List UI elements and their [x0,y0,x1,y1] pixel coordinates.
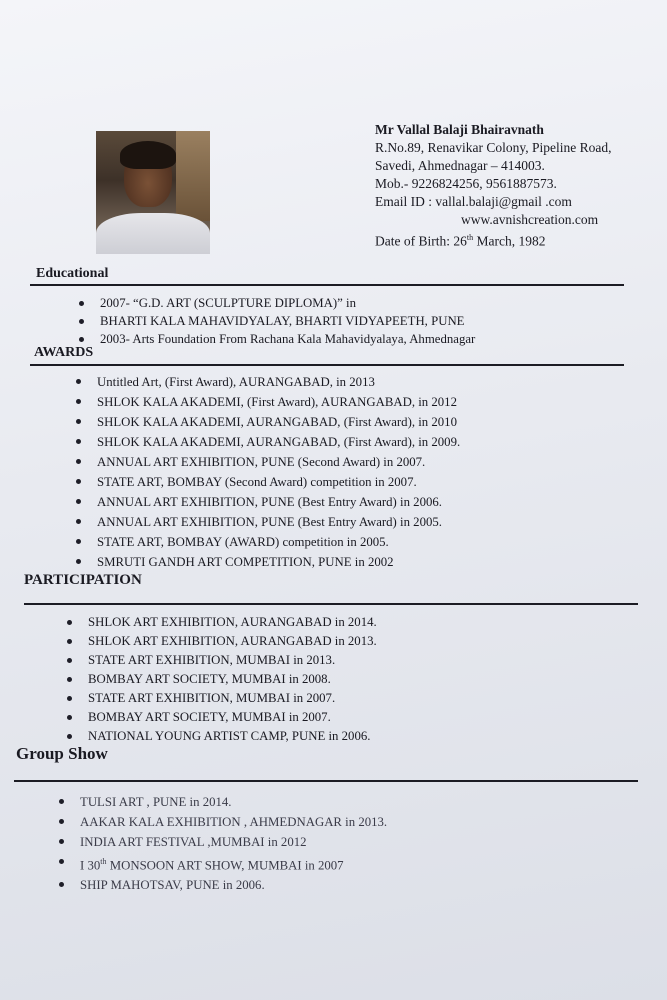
dob-suffix: March, 1982 [473,233,546,249]
awards-rule [30,364,624,366]
address-line-1: R.No.89, Renavikar Colony, Pipeline Road, [375,140,612,155]
group-show-rule [14,780,638,782]
educational-list [100,294,475,348]
bullet-icon [79,319,84,324]
list-item: TULSI ART , PUNE in 2014. [80,792,387,812]
list-item: 2003- Arts Foundation From Rachana Kala Mahavidyalaya, Ahmednagar [100,330,475,348]
applicant-name: Mr Vallal Balaji Bhairavnath [375,122,544,137]
awards-heading: AWARDS [34,345,94,360]
bullet-icon [76,459,81,464]
list-item: BHARTI KALA MAHAVIDYALAY, BHARTI VIDYAPEETH, PUNE [100,312,475,330]
mobile-number: Mob.- 9226824256, 9561887573. [375,176,557,191]
awards-list [97,372,460,572]
list-item: ANNUAL ART EXHIBITION, PUNE (Best Entry Award) in 2005. [97,512,460,532]
bullet-icon [67,658,72,663]
bullet-icon [76,399,81,404]
bullet-icon [59,819,64,824]
bullet-icon [79,301,84,306]
bullet-icon [67,677,72,682]
address-line-2: Savedi, Ahmednagar – 414003. [375,158,545,173]
bullet-icon [67,715,72,720]
list-item: SMRUTI GANDH ART COMPETITION, PUNE in 2002 [97,552,460,572]
list-item: AAKAR KALA EXHIBITION , AHMEDNAGAR in 2013. [80,812,387,832]
bullet-icon [76,439,81,444]
bullet-icon [76,499,81,504]
list-item: BOMBAY ART SOCIETY, MUMBAI in 2007. [88,708,377,727]
list-item: SHLOK ART EXHIBITION, AURANGABAD in 2014. [88,613,377,632]
list-item: Untitled Art, (First Award), AURANGABAD, in 2013 [97,372,460,392]
list-item: ANNUAL ART EXHIBITION, PUNE (Best Entry Award) in 2006. [97,492,460,512]
profile-photo [96,131,210,254]
list-item: STATE ART EXHIBITION, MUMBAI in 2013. [88,651,377,670]
group-show-list [80,792,387,895]
list-item: STATE ART EXHIBITION, MUMBAI in 2007. [88,689,377,708]
educational-heading: Educational [36,266,109,281]
bullet-icon [79,337,84,342]
bullet-icon [67,620,72,625]
list-item: STATE ART, BOMBAY (AWARD) competition in 2005. [97,532,460,552]
bullet-icon [59,839,64,844]
educational-rule [30,284,624,286]
list-item: SHLOK ART EXHIBITION, AURANGABAD in 2013. [88,632,377,651]
date-of-birth [375,229,611,251]
participation-list [88,613,377,746]
photo-shirt [96,213,210,254]
photo-background [176,131,210,221]
list-item: 2007- “G.D. ART (SCULPTURE DIPLOMA)” in [100,294,475,312]
dob-superscript: th [466,233,474,242]
dob-prefix: Date of Birth: 26 [375,233,467,249]
list-item: SHLOK KALA AKADEMI, AURANGABAD, (First Award), in 2009. [97,432,460,452]
list-item: SHLOK KALA AKADEMI, (First Award), AURANGABAD, in 2012 [97,392,460,412]
bullet-icon [59,859,64,864]
bullet-icon [76,379,81,384]
website: www.avnishcreation.com [461,212,599,227]
bullet-icon [76,519,81,524]
bullet-icon [67,696,72,701]
list-item: STATE ART, BOMBAY (Second Award) competition in 2007. [97,472,460,492]
email-address: Email ID : vallal.balaji@gmail .com [375,194,572,209]
photo-hair [120,141,176,169]
list-item: BOMBAY ART SOCIETY, MUMBAI in 2008. [88,670,377,689]
bullet-icon [76,559,81,564]
list-item: ANNUAL ART EXHIBITION, PUNE (Second Award) in 2007. [97,452,460,472]
list-item: INDIA ART FESTIVAL ,MUMBAI in 2012 [80,832,387,852]
bullet-icon [76,479,81,484]
list-item: SHLOK KALA AKADEMI, AURANGABAD, (First Award), in 2010 [97,412,460,432]
bullet-icon [76,419,81,424]
bullet-icon [76,539,81,544]
bullet-icon [67,639,72,644]
bullet-icon [59,799,64,804]
participation-rule [24,603,638,605]
list-item: SHIP MAHOTSAV, PUNE in 2006. [80,875,387,895]
list-item: I 30th MONSOON ART SHOW, MUMBAI in 2007 [80,852,387,875]
bullet-icon [67,734,72,739]
bullet-icon [59,882,64,887]
contact-block [375,121,611,251]
participation-heading: PARTICIPATION [24,572,142,588]
group-show-heading: Group Show [16,744,108,763]
list-item: NATIONAL YOUNG ARTIST CAMP, PUNE in 2006. [88,727,377,746]
